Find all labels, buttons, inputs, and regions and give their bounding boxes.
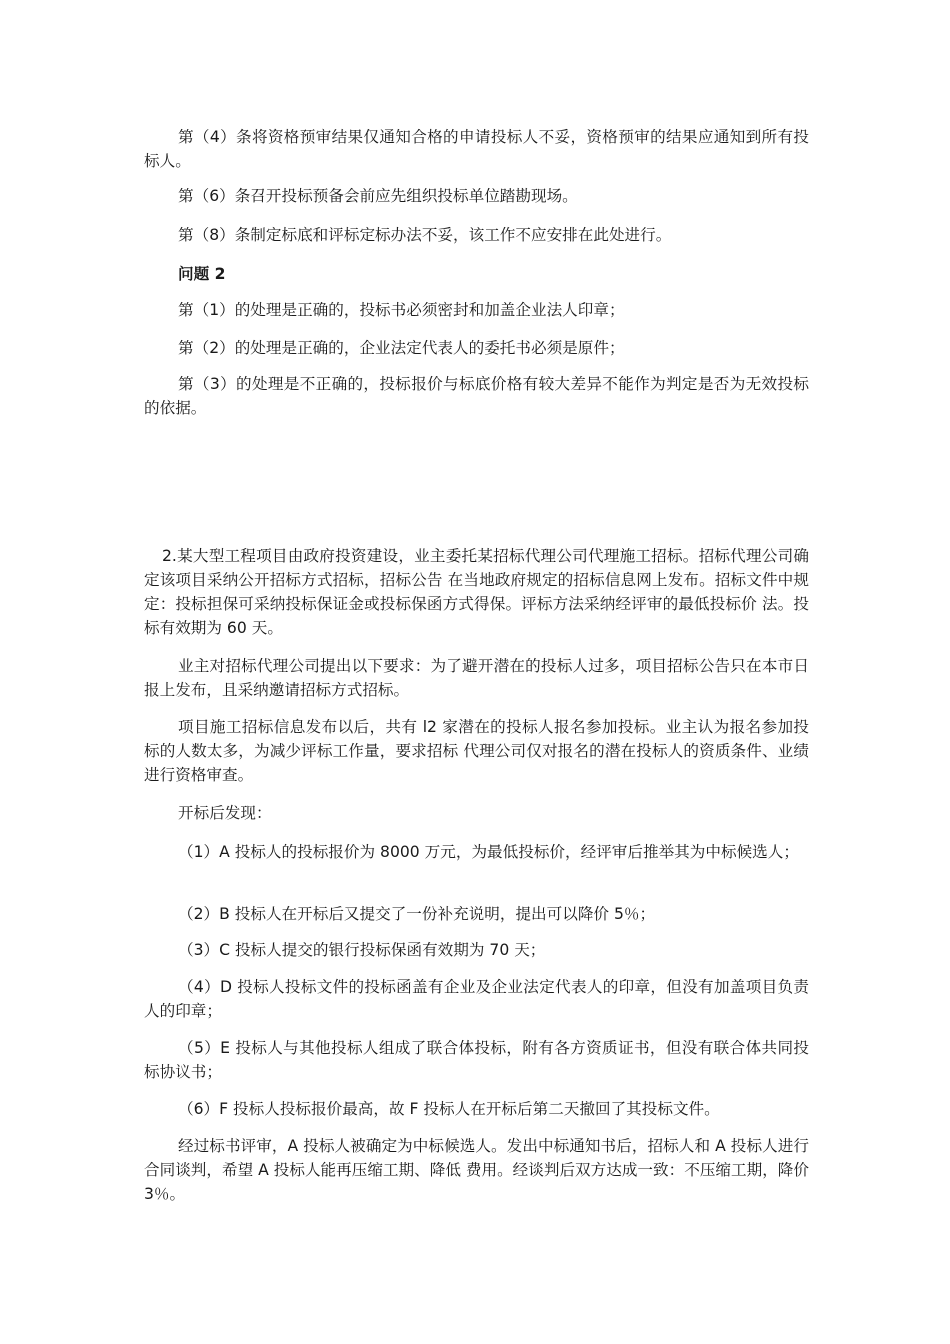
finding-item-4: （4）D 投标人投标文件的投标函盖有企业及企业法定代表人的印章，但没有加盖项目负责人的印章； <box>144 978 809 1020</box>
owner-requirements-paragraph: 业主对招标代理公司提出以下要求：为了避开潜在的投标人过多，项目招标公告只在本市日报上发布，且采纳邀请招标方式招标。 <box>144 657 809 699</box>
paragraph-answer-3: 第（3）的处理是不正确的，投标报价与标底价格有较大差异不能作为判定是否为无效投标的依据。 <box>144 375 809 417</box>
case-intro-paragraph: 2.某大型工程项目由政府投资建设，业主委托某招标代理公司代理施工招标。招标代理公司确定该项目采纳公开招标方式招标，招标公告 在当地政府规定的招标信息网上发布。招标文件中规定：投标担保可采纳投标保证金或投标保函方式得保。评标方法采纳经评审的最低投标价 法。投标有效期为 60 天。 <box>144 547 809 637</box>
finding-item-5: （5）E 投标人与其他投标人组成了联合体投标，附有各方资质证书，但没有联合体共同投标协议书； <box>144 1039 809 1081</box>
paragraph-item-6: 第（6）条召开投标预备会前应先组织投标单位踏勘现场。 <box>178 187 578 205</box>
paragraph-item-8: 第（8）条制定标底和评标定标办法不妥，该工作不应安排在此处进行。 <box>178 226 672 244</box>
paragraph-answer-2: 第（2）的处理是正确的，企业法定代表人的委托书必须是原件； <box>178 339 625 357</box>
finding-item-1: （1）A 投标人的投标报价为 8000 万元，为最低投标价，经评审后推举其为中标候选人； <box>178 843 799 861</box>
paragraph-item-4: 第（4）条将资格预审结果仅通知合格的申请投标人不妥，资格预审的结果应通知到所有投标人。 <box>144 128 809 170</box>
bidding-info-paragraph: 项目施工招标信息发布以后，共有 l2 家潜在的投标人报名参加投标。业主认为报名参加投标的人数太多，为减少评标工作量，要求招标 代理公司仅对报名的潜在投标人的资质条件、业绩进行资格审查。 <box>144 718 809 784</box>
finding-item-3: （3）C 投标人提交的银行投标保函有效期为 70 天； <box>178 941 546 959</box>
final-outcome-paragraph: 经过标书评审，A 投标人被确定为中标候选人。发出中标通知书后，招标人和 A 投标人进行合同谈判，希望 A 投标人能再压缩工期、降低 费用。经谈判后双方达成一致：不压缩工期，降价 3％。 <box>144 1137 809 1203</box>
paragraph-answer-1: 第（1）的处理是正确的，投标书必须密封和加盖企业法人印章； <box>178 301 625 319</box>
finding-item-2: （2）B 投标人在开标后又提交了一份补充说明，提出可以降价 5％； <box>178 905 656 923</box>
finding-item-6: （6）F 投标人投标报价最高，故 F 投标人在开标后第二天撤回了其投标文件。 <box>178 1100 720 1118</box>
findings-label: 开标后发现： <box>178 804 272 822</box>
section-heading-question-2: 问题 2 <box>178 265 226 283</box>
